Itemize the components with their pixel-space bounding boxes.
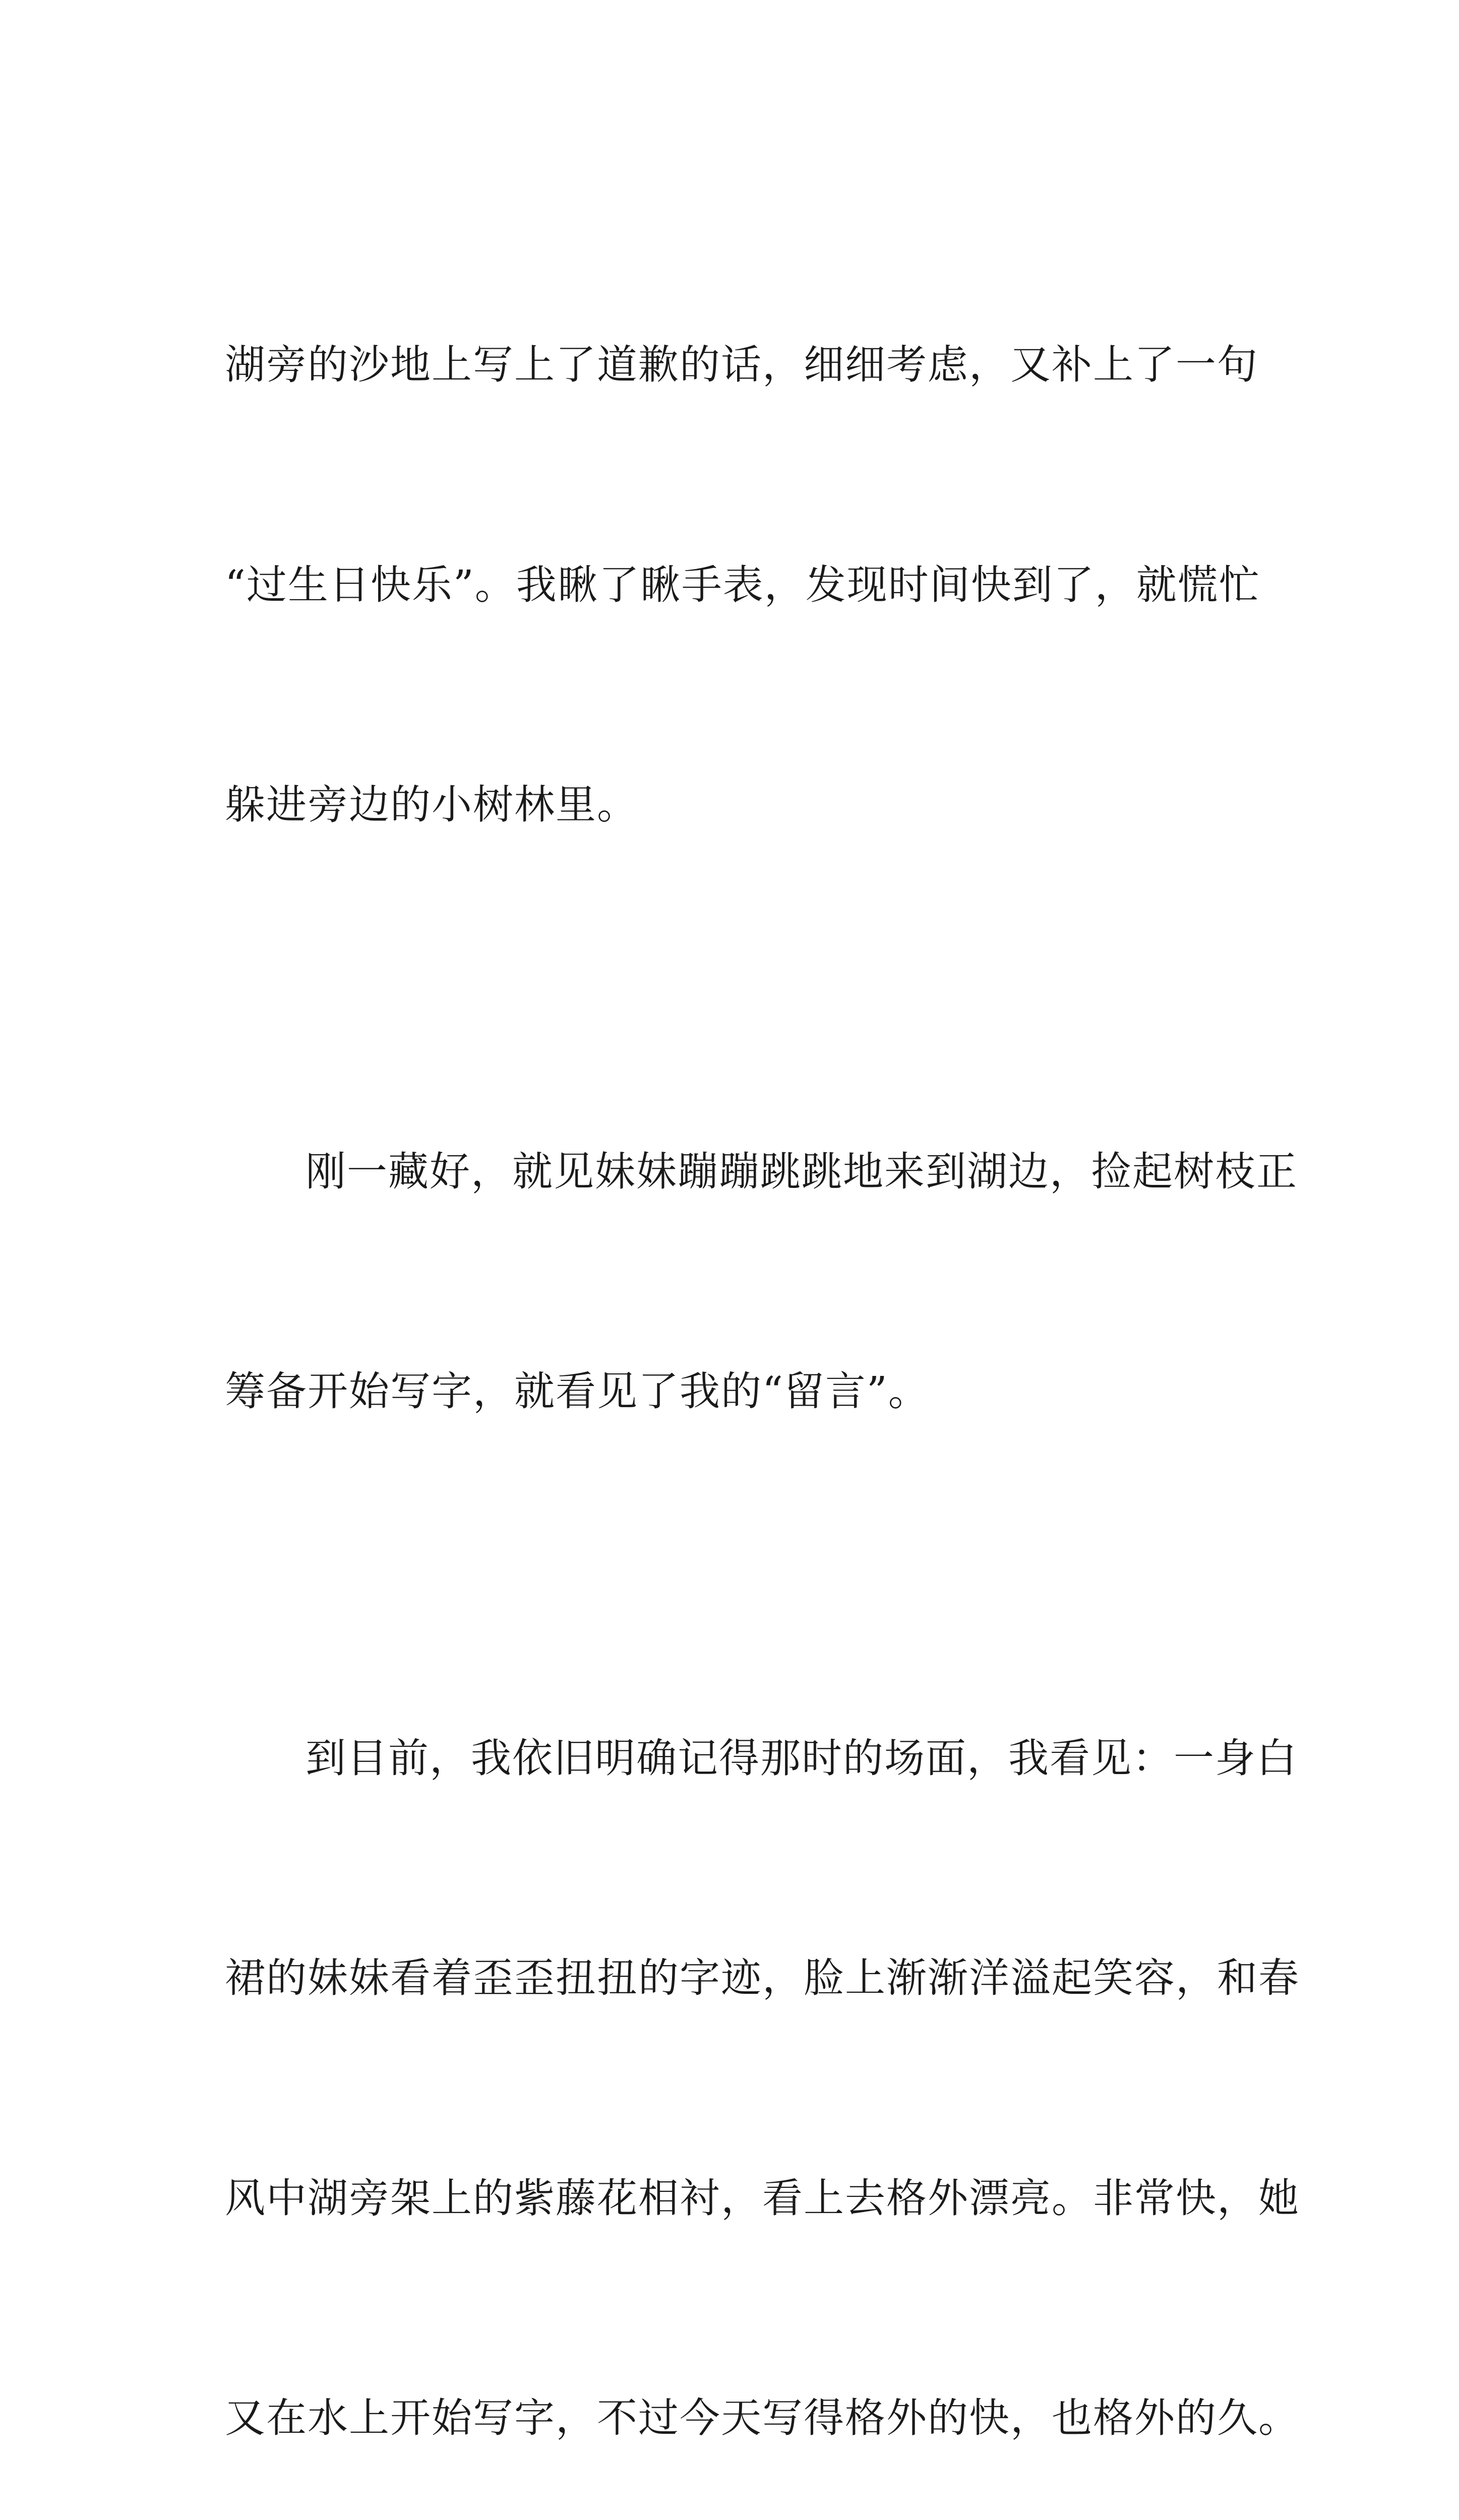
- text-line: 躲进旁边的小树林里。: [225, 768, 1263, 842]
- text-line: 湖旁的沙地上写上了道歉的话，细细考虑，又补上了一句: [225, 328, 1263, 402]
- paragraph: [225, 181, 1263, 988]
- text-line: 到目前，我依旧明确记得那时的场面，我看见：一身白: [225, 1722, 1263, 1795]
- paragraph: [225, 988, 1263, 1575]
- text-line: 又在水上开始写字，不过今天写得格外的快，也格外的久。: [225, 2381, 1263, 2455]
- text-line: 刚一藏好，就见妹妹蹦蹦跳跳地来到湖边，捡起树枝正: [225, 1135, 1263, 1209]
- text-line: 裙的妹妹看着歪歪扭扭的字迹，脸上渐渐洋溢起笑容，和春: [225, 1941, 1263, 2015]
- text-line: 筹备开始写字，就看见了我的“留言”。: [225, 1355, 1263, 1428]
- text-line: 风中湖旁架上的紫藤花相衬，看上去格外漂亮。非常快，她: [225, 2162, 1263, 2235]
- paragraph: [225, 1575, 1263, 2520]
- document-body: [225, 181, 1263, 2520]
- text-line: “过生日快乐”。我瞅了瞅手表，发现时间快到了，就慌忙: [225, 548, 1263, 622]
